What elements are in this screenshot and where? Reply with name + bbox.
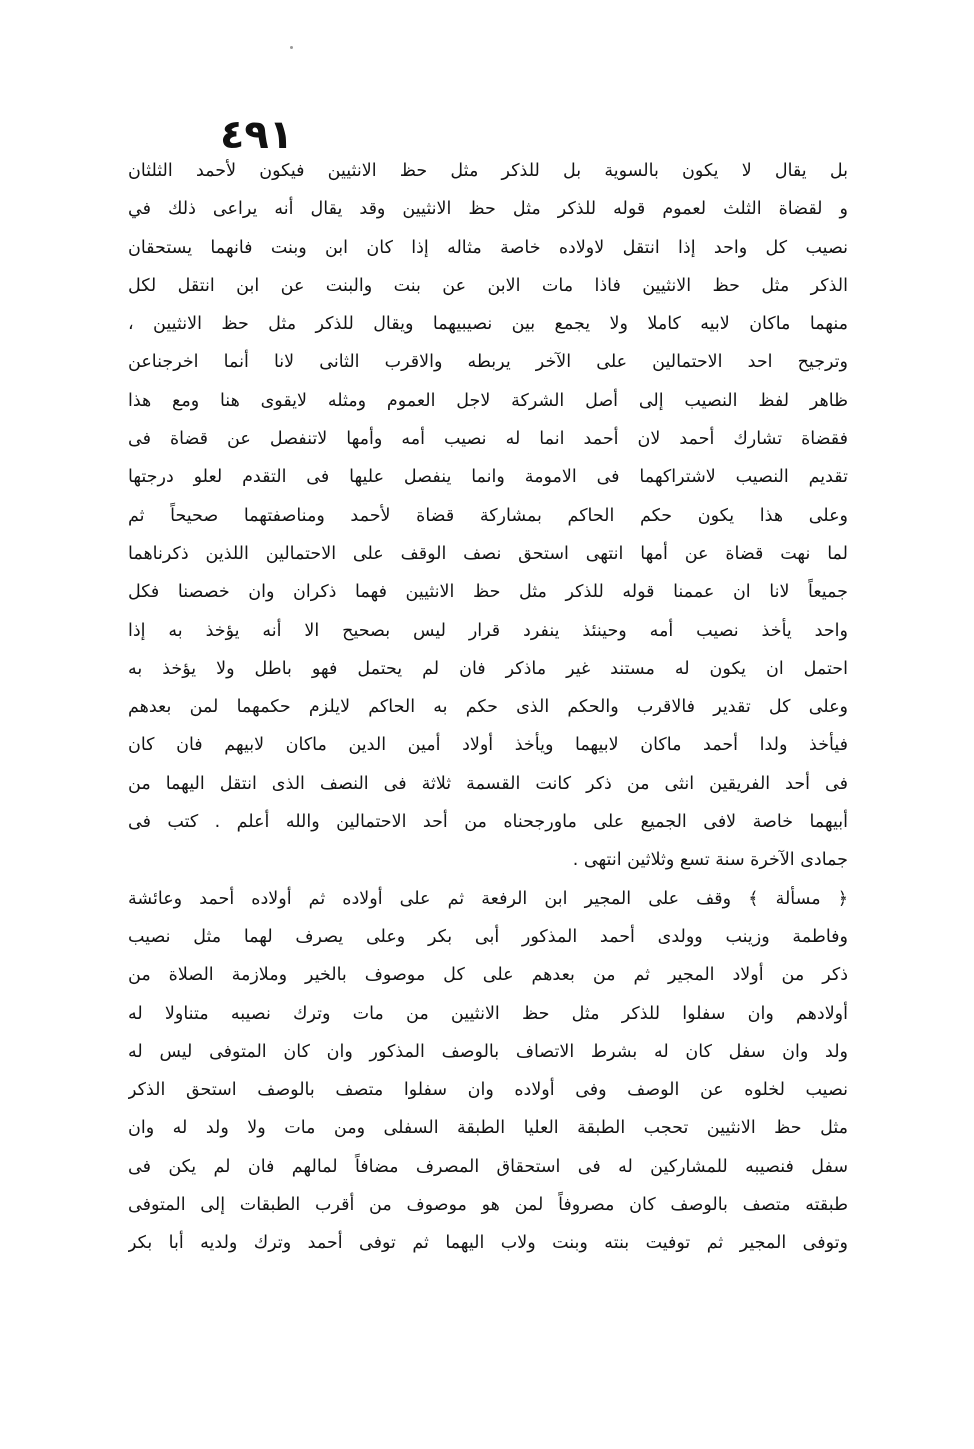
text-line: وتوفى المجير ثم توفيت بنته وبنت ولاب اليهما ثم توفى أحمد وترك ولديه أبا بكر (128, 1233, 848, 1254)
text-line: فى أحد الفريقين انثى من ذكر كانت القسمة ثلاثة فى النصف الذى انتقل اليهما من (128, 773, 848, 794)
text-line: ولد وان سفل كان له بشرط الاتصاف بالوصف المذكور وان كان المتوفى ليس له (128, 1041, 848, 1062)
text-line: فقضاة تشارك أحمد لان أحمد انما له نصيب أمه وأمها لاتنفصل عن قضاة فى (128, 429, 848, 450)
text-line: لما نهت قضاة عن أمها انتهى استحق نصف الوقف على الاحتمالين اللذين ذكرناهما (128, 543, 848, 564)
text-line: تقديم النصيب لاشتراكهما فى الامومة وانما ينفصل عليها فى التقدم لعلو درجتها (128, 467, 848, 488)
text-line: سفل فنصيبه للمشاركين له فى استحقاق المصرف مضافاً لمالهم فان لم يكن فى (128, 1156, 848, 1177)
text-line: نصيب لخلوه عن الوصف وفى أولاده وان سفلوا متصف بالوصف استحق الذكر (128, 1080, 848, 1101)
text-line: أبيهما خاصة لافى الجميع على ماورجحناه من أحد الاحتمالين والله أعلم . كتب فى (128, 812, 848, 833)
text-line: منهما ماكان لابيه كاملا ولا يجمع بين نصيبيهما ويقال للذكر مثل حظ الانثيين ، (128, 314, 848, 335)
page-number: ٤٩١ (220, 112, 294, 158)
text-line: نصيب كل واحد إذا انتقل لاولاده خاصة مثاله إذا كان ابن وبنت فانهما يستحقان (128, 237, 848, 258)
body-text (128, 152, 848, 1263)
text-line-paragraph-end: جمادى الآخرة سنة تسع وثلاثين انتهى . (572, 850, 848, 871)
text-line: بل يقال لا يكون بالسوية بل للذكر مثل حظ الانثيين فيكون لأحمد الثلثان (128, 161, 848, 181)
text-line: فيأخذ ولدا أحمد ماكان لابيهما ويأخذ أولاد أمين الدين ماكان لابيهم فان كان (128, 735, 848, 756)
text-line: وعلى كل تقدير فالاقرب والحكم الذى حكم به الحاكم لايلزم حكمهما لمن بعدهم (128, 697, 848, 718)
text-line: ذكر من أولاد المجير ثم من بعدهم على كل موصوف بالخير وملازمة الصلاة من (128, 965, 848, 986)
text-line: الذكر مثل حظ الانثيين فاذا مات الابن عن بنت والبنت عن ابن انتقل لكل (128, 275, 848, 296)
text-line: وفاطمة وزينب وولدى أحمد المذكور أبى بكر وعلى يصرف لهما مثل نصيب (128, 926, 848, 947)
text-line: مثل حظ الانثيين تحجب الطبقة العليا الطبقة السفلى ومن مات ولا ولد له وان (128, 1118, 848, 1139)
text-line: ظاهر لفظ النصيب إلى أصل الشركة لاجل العموم ومثله لايقوى هنا ومع هذا (128, 390, 848, 411)
text-line: وترجيح احد الاحتمالين على الآخر يربطه والاقرب الثانى لانا أنما اخرجناعن (128, 352, 848, 373)
text-line: جميعاً لانا ان عممنا قوله للذكر مثل حظ الانثيين فهما ذكران وان خصصنا فكل (128, 582, 848, 603)
masala-heading-line: ﴿ مسألة ﴾ وقف على المجير ابن الرفعة ثم على أولاده ثم أولاده أحمد وعائشة (128, 888, 848, 909)
text-line: وعلى هذا يكون حكم الحاكم بمشاركة قضاة لأحمد ومناصفتهما صحيحاً ثم (128, 505, 848, 526)
text-line: أولادهم وان سفلوا للذكر مثل حظ الانثيين من مات وترك نصيبه متناولا له (128, 1003, 848, 1024)
text-line: واحد يأخذ نصيب أمه وحينئذ ينفرد قرار ليس بصحيح الا أنه يؤخذ به إذا (128, 620, 848, 641)
scan-speck (290, 46, 293, 49)
text-line: احتمل ان يكون له مستند غير ماذكر فان لم يحتمل فهو باطل ولا يؤخذ به (128, 658, 848, 679)
text-line: طبقته متصف بالوصف كان مصروفاً لمن هو موصوف من أقرب الطبقات إلى المتوفى (128, 1195, 848, 1216)
text-line: و لقضاة الثلث لعموم قوله للذكر مثل حظ الانثيين وقد يقال أنه يراعى ذلك في (128, 199, 848, 220)
